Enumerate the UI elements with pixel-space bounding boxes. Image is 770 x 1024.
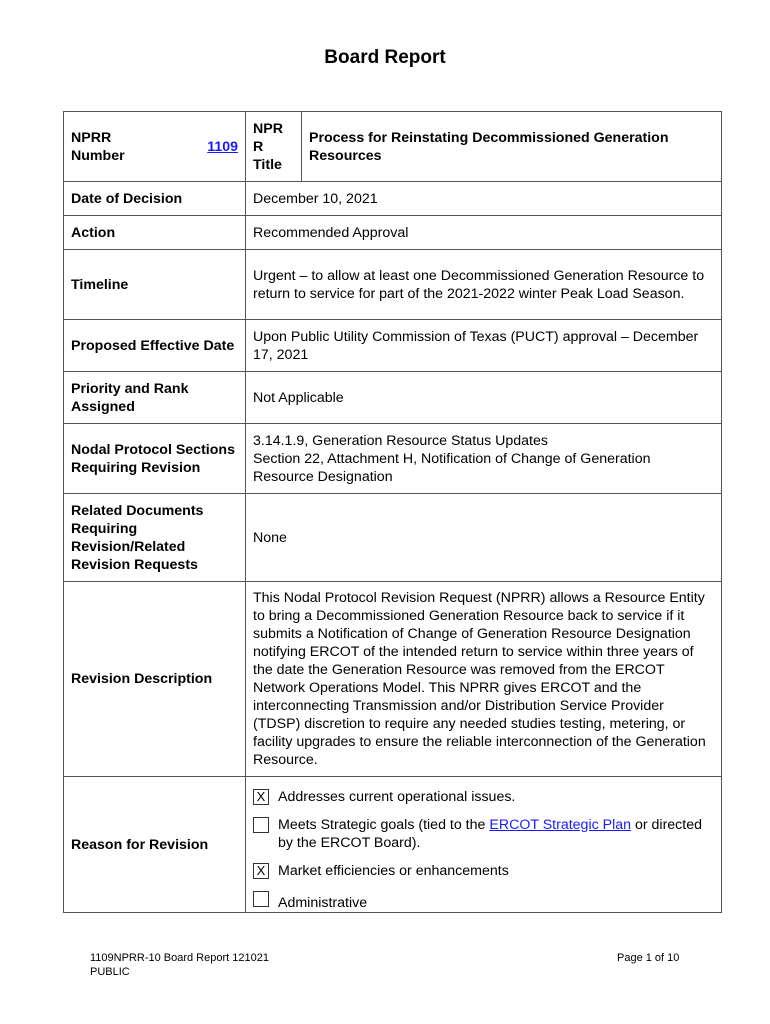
row-value: Not Applicable: [246, 372, 722, 424]
nprr-number-cell: [166, 112, 246, 182]
footer-classification: PUBLIC: [90, 966, 130, 978]
table-row: [64, 494, 722, 582]
nprr-number-label: NPRR Number: [64, 112, 166, 182]
nprr-title-label-line: NPR: [253, 120, 283, 137]
row-label: Revision Description: [64, 582, 246, 777]
row-value: Upon Public Utility Commission of Texas (PUCT) approval – December 17, 2021: [246, 320, 722, 372]
nprr-number-link[interactable]: 1109: [207, 138, 238, 155]
revision-description: This Nodal Protocol Revision Request (NPRR) allows a Resource Entity to bring a Decommissioned Generation Resource back to service if it submits a Notification of Change of Generation Resource Designation notifying ERCOT of the intended return to service within three years of the date the Generation Resource was removed from the ERCOT Network Operations Model. This NPRR gives ERCOT and the interconnecting Transmission and/or Distribution Service Provider (TDSP) discretion to require any needed studies testing, metering, or facility upgrades to ensure the reliable interconnection of the Generation Resource.: [246, 582, 722, 777]
reason-option: [253, 788, 714, 806]
header-row: [64, 112, 722, 182]
nprr-title-label-line: Title: [253, 156, 282, 173]
reason-options: [246, 777, 722, 913]
table-row: [64, 250, 722, 320]
table-row: [64, 320, 722, 372]
reason-option: [253, 862, 714, 880]
reason-text-before: Meets Strategic goals (tied to the: [278, 816, 490, 833]
page-title: Board Report: [324, 47, 446, 68]
checkbox[interactable]: X: [253, 863, 269, 879]
row-label: Date of Decision: [64, 182, 246, 216]
row-label: Timeline: [64, 250, 246, 320]
ercot-strategic-plan-link[interactable]: ERCOT Strategic Plan: [489, 816, 632, 833]
footer-doc-info: [90, 951, 269, 979]
row-label: Related Documents Requiring Revision/Related Revision Requests: [64, 494, 246, 582]
row-label: Priority and Rank Assigned: [64, 372, 246, 424]
reason-option: [253, 816, 714, 852]
row-value: Urgent – to allow at least one Decommissioned Generation Resource to return to service for part of the 2021-2022 winter Peak Load Season.: [246, 250, 722, 320]
table-row: [64, 372, 722, 424]
row-value: [246, 424, 722, 494]
reason-label: Reason for Revision: [64, 777, 246, 913]
row-value: Recommended Approval: [246, 216, 722, 250]
nprr-title-value: Process for Reinstating Decommissioned Generation Resources: [302, 112, 722, 182]
reason-row: [64, 777, 722, 913]
table-row: [64, 582, 722, 777]
table-row: [64, 216, 722, 250]
reason-option-text: Addresses current operational issues.: [278, 788, 516, 805]
checkbox[interactable]: [253, 891, 269, 907]
table-row: [64, 424, 722, 494]
reason-option-text: [278, 816, 714, 852]
reason-text-after: or directed by the ERCOT Board).: [278, 816, 703, 851]
table-row: [64, 182, 722, 216]
row-value: December 10, 2021: [246, 182, 722, 216]
reason-option-text: Market efficiencies or enhancements: [278, 862, 509, 879]
reason-option-text: Administrative: [278, 894, 368, 911]
protocol-section: Section 22, Attachment H, Notification of Change of Generation Resource Designation: [253, 450, 651, 485]
protocol-section: 3.14.1.9, Generation Resource Status Updates: [253, 432, 548, 449]
row-value: None: [246, 494, 722, 582]
reason-option: [253, 890, 714, 912]
row-label: Proposed Effective Date: [64, 320, 246, 372]
footer-doc-id: 1109NPRR-10 Board Report 121021: [90, 952, 269, 964]
checkbox[interactable]: X: [253, 789, 269, 805]
row-label: Action: [64, 216, 246, 250]
nprr-title-label: [246, 112, 302, 182]
row-label: Nodal Protocol Sections Requiring Revision: [64, 424, 246, 494]
checkbox[interactable]: [253, 817, 269, 833]
footer-page-number: Page 1 of 10: [617, 952, 680, 964]
nprr-title-label-line: R: [253, 138, 264, 155]
board-report-table: [63, 111, 722, 913]
